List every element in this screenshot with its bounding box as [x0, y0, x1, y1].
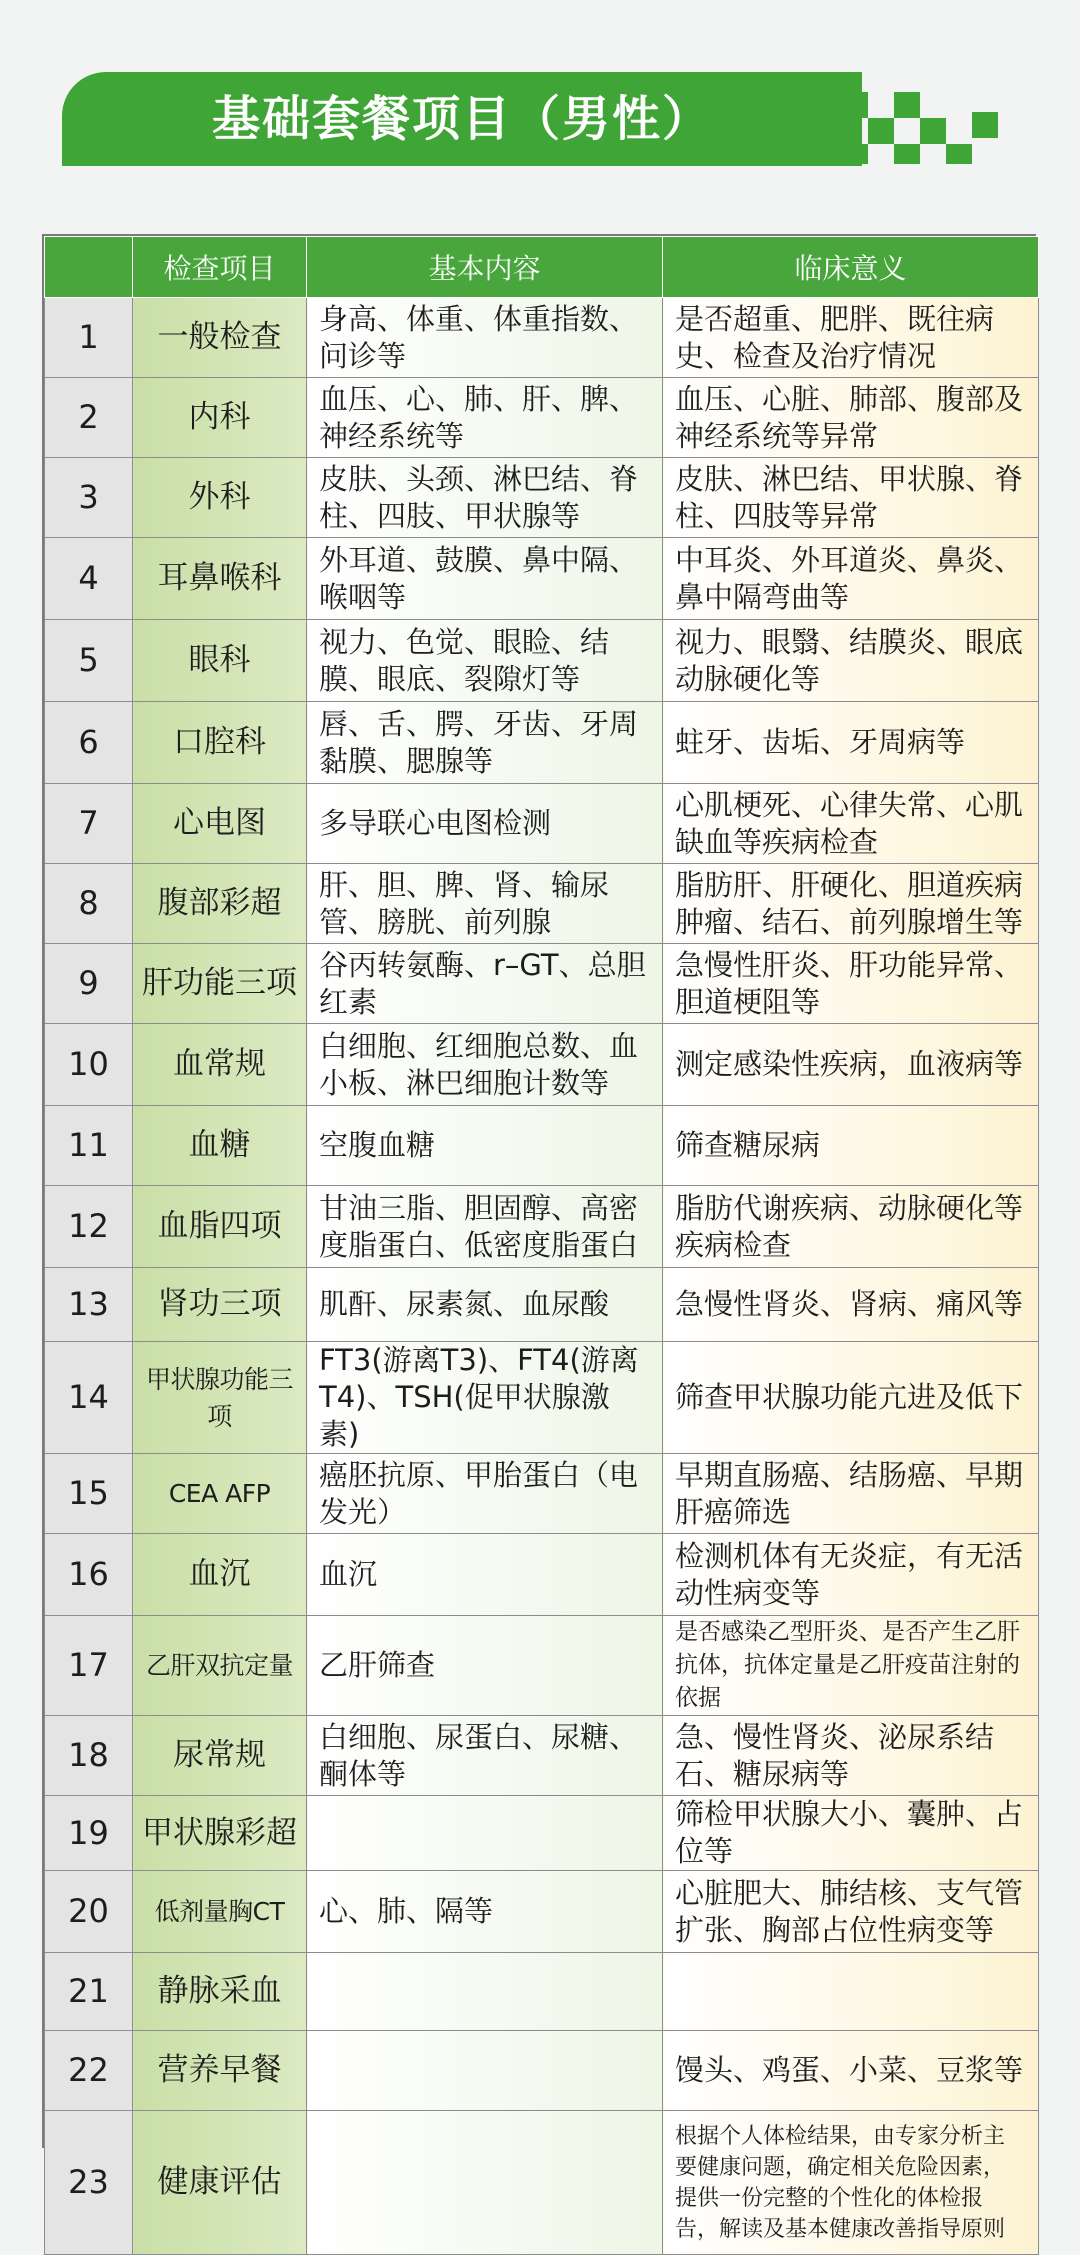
row-item: 血脂四项: [133, 1186, 307, 1268]
row-number: 2: [45, 378, 133, 458]
table-row: [45, 864, 1039, 944]
row-meaning: 测定感染性疾病，血液病等: [663, 1024, 1039, 1106]
row-item: 血糖: [133, 1106, 307, 1186]
row-content: 癌胚抗原、甲胎蛋白（电发光）: [307, 1454, 663, 1534]
row-number: 20: [45, 1871, 133, 1953]
row-number: 9: [45, 944, 133, 1024]
row-meaning: 根据个人体检结果，由专家分析主要健康问题，确定相关危险因素，提供一份完整的个性化的体检报告，解读及基本健康改善指导原则: [663, 2111, 1039, 2255]
table-row: [45, 1454, 1039, 1534]
row-item: 内科: [133, 378, 307, 458]
row-number: 3: [45, 458, 133, 538]
header-meaning: 临床意义: [663, 237, 1039, 298]
table-row: [45, 620, 1039, 702]
row-meaning: 急慢性肝炎、肝功能异常、胆道梗阻等: [663, 944, 1039, 1024]
row-content: 外耳道、鼓膜、鼻中隔、喉咽等: [307, 538, 663, 620]
row-item: 甲状腺功能三项: [133, 1342, 307, 1454]
row-meaning: 脂肪代谢疾病、动脉硬化等疾病检查: [663, 1186, 1039, 1268]
table-row: [45, 1268, 1039, 1342]
row-item: 营养早餐: [133, 2031, 307, 2111]
table-row: [45, 298, 1039, 378]
row-content: 唇、舌、腭、牙齿、牙周黏膜、腮腺等: [307, 702, 663, 784]
row-item: 肝功能三项: [133, 944, 307, 1024]
row-item: 血常规: [133, 1024, 307, 1106]
table-row: [45, 1106, 1039, 1186]
row-number: 19: [45, 1796, 133, 1871]
row-number: 4: [45, 538, 133, 620]
row-number: 22: [45, 2031, 133, 2111]
header-content: 基本内容: [307, 237, 663, 298]
row-number: 14: [45, 1342, 133, 1454]
row-meaning: 检测机体有无炎症，有无活动性病变等: [663, 1534, 1039, 1616]
row-meaning: 馒头、鸡蛋、小菜、豆浆等: [663, 2031, 1039, 2111]
row-item: 外科: [133, 458, 307, 538]
row-content: 肝、胆、脾、肾、输尿管、膀胱、前列腺: [307, 864, 663, 944]
row-item: CEA AFP: [133, 1454, 307, 1534]
row-content: 血沉: [307, 1534, 663, 1616]
row-item: 口腔科: [133, 702, 307, 784]
row-number: 7: [45, 784, 133, 864]
row-meaning: 急慢性肾炎、肾病、痛风等: [663, 1268, 1039, 1342]
row-item: 心电图: [133, 784, 307, 864]
row-meaning: 血压、心脏、肺部、腹部及神经系统等异常: [663, 378, 1039, 458]
row-content: 白细胞、尿蛋白、尿糖、酮体等: [307, 1716, 663, 1796]
row-number: 12: [45, 1186, 133, 1268]
header-number: [45, 237, 133, 298]
row-number: 1: [45, 298, 133, 378]
row-number: 11: [45, 1106, 133, 1186]
table-header-row: [45, 237, 1039, 298]
row-item: 腹部彩超: [133, 864, 307, 944]
row-meaning: 心肌梗死、心律失常、心肌缺血等疾病检查: [663, 784, 1039, 864]
row-number: 21: [45, 1953, 133, 2031]
table-row: [45, 1024, 1039, 1106]
checker-decoration: [790, 92, 1000, 164]
row-content: [307, 1796, 663, 1871]
row-meaning: 视力、眼翳、结膜炎、眼底动脉硬化等: [663, 620, 1039, 702]
table-row: [45, 702, 1039, 784]
row-content: 皮肤、头颈、淋巴结、脊柱、四肢、甲状腺等: [307, 458, 663, 538]
row-content: FT3(游离T3)、FT4(游离T4)、TSH(促甲状腺激素): [307, 1342, 663, 1454]
row-meaning: [663, 1953, 1039, 2031]
row-item: 一般检查: [133, 298, 307, 378]
row-content: 白细胞、红细胞总数、血小板、淋巴细胞计数等: [307, 1024, 663, 1106]
table-row: [45, 2031, 1039, 2111]
row-number: 15: [45, 1454, 133, 1534]
row-meaning: 脂肪肝、肝硬化、胆道疾病肿瘤、结石、前列腺增生等: [663, 864, 1039, 944]
row-content: 多导联心电图检测: [307, 784, 663, 864]
table-row: [45, 458, 1039, 538]
row-number: 5: [45, 620, 133, 702]
row-number: 10: [45, 1024, 133, 1106]
row-item: 耳鼻喉科: [133, 538, 307, 620]
row-item: 眼科: [133, 620, 307, 702]
row-item: 乙肝双抗定量: [133, 1616, 307, 1716]
row-item: 血沉: [133, 1534, 307, 1616]
row-meaning: 中耳炎、外耳道炎、鼻炎、鼻中隔弯曲等: [663, 538, 1039, 620]
row-number: 13: [45, 1268, 133, 1342]
row-number: 18: [45, 1716, 133, 1796]
row-content: 甘油三脂、胆固醇、高密度脂蛋白、低密度脂蛋白: [307, 1186, 663, 1268]
table-row: [45, 1342, 1039, 1454]
row-number: 16: [45, 1534, 133, 1616]
table-row: [45, 784, 1039, 864]
row-content: 心、肺、隔等: [307, 1871, 663, 1953]
row-item: 尿常规: [133, 1716, 307, 1796]
row-item: 甲状腺彩超: [133, 1796, 307, 1871]
row-content: 谷丙转氨酶、r–GT、总胆红素: [307, 944, 663, 1024]
row-meaning: 是否超重、肥胖、既往病史、检查及治疗情况: [663, 298, 1039, 378]
row-content: [307, 2031, 663, 2111]
table-row: [45, 1616, 1039, 1716]
row-number: 8: [45, 864, 133, 944]
table-row: [45, 378, 1039, 458]
table-row: [45, 1871, 1039, 1953]
row-meaning: 筛检甲状腺大小、囊肿、占位等: [663, 1796, 1039, 1871]
table-row: [45, 1796, 1039, 1871]
row-meaning: 皮肤、淋巴结、甲状腺、脊柱、四肢等异常: [663, 458, 1039, 538]
row-number: 17: [45, 1616, 133, 1716]
header-item: 检查项目: [133, 237, 307, 298]
row-content: 视力、色觉、眼睑、结膜、眼底、裂隙灯等: [307, 620, 663, 702]
row-number: 23: [45, 2111, 133, 2255]
row-meaning: 筛查甲状腺功能亢进及低下: [663, 1342, 1039, 1454]
row-item: 低剂量胸CT: [133, 1871, 307, 1953]
row-content: 身高、体重、体重指数、问诊等: [307, 298, 663, 378]
row-content: 乙肝筛查: [307, 1616, 663, 1716]
table-row: [45, 1186, 1039, 1268]
row-content: 空腹血糖: [307, 1106, 663, 1186]
table-row: [45, 1716, 1039, 1796]
row-meaning: 筛查糖尿病: [663, 1106, 1039, 1186]
row-number: 6: [45, 702, 133, 784]
row-meaning: 是否感染乙型肝炎、是否产生乙肝抗体，抗体定量是乙肝疫苗注射的依据: [663, 1616, 1039, 1716]
row-meaning: 急、慢性肾炎、泌尿系结石、糖尿病等: [663, 1716, 1039, 1796]
row-content: [307, 1953, 663, 2031]
title-banner: [62, 72, 862, 166]
table-row: [45, 1534, 1039, 1616]
exam-table: [42, 234, 1036, 2242]
row-item: 肾功三项: [133, 1268, 307, 1342]
row-item: 健康评估: [133, 2111, 307, 2255]
row-item: 静脉采血: [133, 1953, 307, 2031]
page-title: 基础套餐项目（男性）: [211, 91, 712, 147]
row-meaning: 蛀牙、齿垢、牙周病等: [663, 702, 1039, 784]
table-row: [45, 944, 1039, 1024]
table-row: [45, 1953, 1039, 2031]
row-content: 肌酐、尿素氮、血尿酸: [307, 1268, 663, 1342]
row-meaning: 早期直肠癌、结肠癌、早期肝癌筛选: [663, 1454, 1039, 1534]
row-meaning: 心脏肥大、肺结核、支气管扩张、胸部占位性病变等: [663, 1871, 1039, 1953]
row-content: 血压、心、肺、肝、脾、神经系统等: [307, 378, 663, 458]
table-row: [45, 538, 1039, 620]
